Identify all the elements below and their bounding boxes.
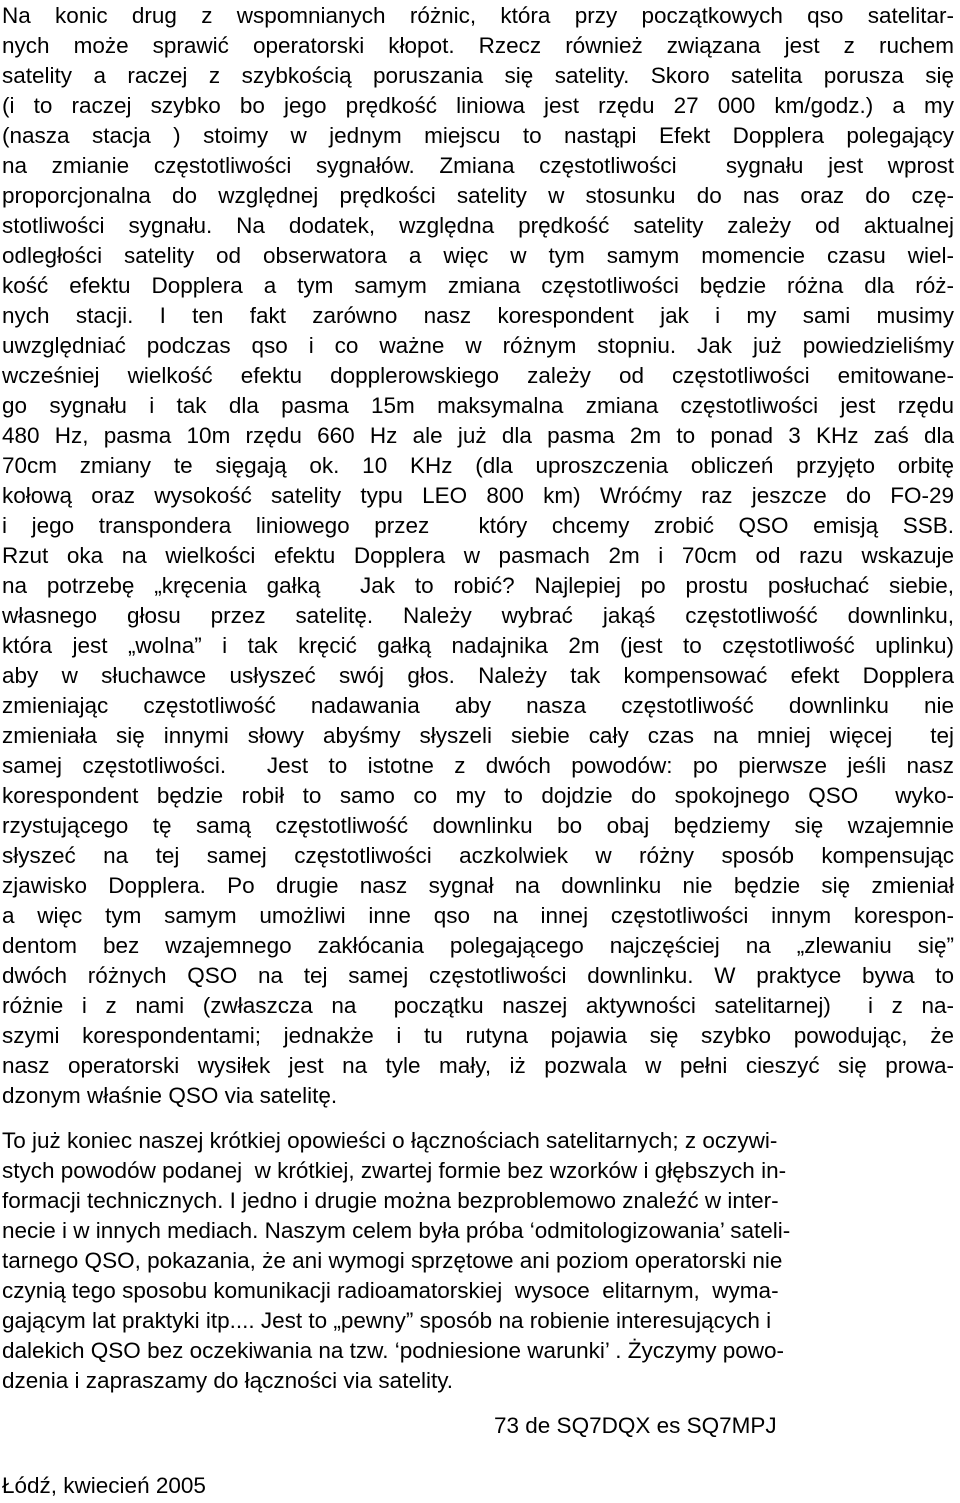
text-line: 70cm zmiany te sięgają ok. 10 KHz (dla uproszczenia obliczeń przyjęto orbitę	[2, 453, 954, 478]
text-line: korespondent będzie robił to samo co my to dojdzie do spokojnego QSO wyko-	[2, 783, 954, 808]
text-line: nych stacji. I ten fakt zarówno nasz korespondent jak i my sami musimy	[2, 303, 954, 328]
text-line: odległości satelity od obserwatora a więc w tym samym momencie czasu wiel-	[2, 243, 954, 268]
text-line: która jest „wolna” i tak kręcić gałką nadajnika 2m (jest to częstotliwość uplinku)	[2, 633, 954, 658]
text-line: proporcjonalna do względnej prędkości satelity w stosunku do nas oraz do czę-	[2, 183, 954, 208]
text-line: i jego transpondera liniowego przez który chcemy zrobić QSO emisją SSB.	[2, 513, 954, 538]
text-line: kołową oraz wysokość satelity typu LEO 800 km) Wróćmy raz jeszcze do FO-29	[2, 483, 954, 508]
place-date: Łódź, kwiecień 2005	[2, 1473, 206, 1498]
text-line: (i to raczej szybko bo jego prędkość liniowa jest rzędu 27 000 km/godz.) a my	[2, 93, 954, 118]
text-line: dzonym właśnie QSO via satelitę.	[2, 1083, 338, 1108]
text-line: rzystującego tę samą częstotliwość downlinku bo obaj będziemy się wzajemnie	[2, 813, 954, 838]
text-line: różnie i z nami (zwłaszcza na początku naszej aktywności satelitarnej) i z na-	[2, 993, 954, 1018]
text-line: własnego głosu przez satelitę. Należy wybrać jakąś częstotliwość downlinku,	[2, 603, 954, 628]
text-line: aby w słuchawce usłyszeć swój głos. Należy tak kompensować efekt Dopplera	[2, 663, 954, 688]
text-line: go sygnału i tak dla pasma 15m maksymalna zmiana częstotliwości jest rzędu	[2, 393, 954, 418]
text-line: na potrzebę „kręcenia gałką Jak to robić? Najlepiej po prostu posłuchać siebie,	[2, 573, 954, 598]
text-line: słyszeć na tej samej częstotliwości aczkolwiek w różny sposób kompensując	[2, 843, 954, 868]
text-line: nasz operatorski wysiłek jest na tyle mały, iż pozwala w pełni cieszyć się prowa-	[2, 1053, 954, 1078]
text-line: gającym lat praktyki itp.... Jest to „pewny” sposób na robienie interesujących i	[2, 1308, 772, 1333]
text-line: zmieniając częstotliwość nadawania aby nasza częstotliwość downlinku nie	[2, 693, 954, 718]
text-line: nych może sprawić operatorski kłopot. Rzecz również związana jest z ruchem	[2, 33, 954, 58]
text-line: Na konic drug z wspomnianych różnic, która przy początkowych qso satelitar-	[2, 3, 954, 28]
text-line: dwóch różnych QSO na tej samej częstotliwości downlinku. W praktyce bywa to	[2, 963, 954, 988]
signature: 73 de SQ7DQX es SQ7MPJ	[494, 1413, 777, 1438]
text-line: stotliwości sygnału. Na dodatek, względna prędkość satelity zależy od aktualnej	[2, 213, 954, 238]
text-line: czynią tego sposobu komunikacji radioamatorskiej wysoce elitarnym, wyma-	[2, 1278, 779, 1303]
text-line: samej częstotliwości. Jest to istotne z dwóch powodów: po pierwsze jeśli nasz	[2, 753, 954, 778]
text-line: necie i w innych mediach. Naszym celem była próba ‘odmitologizowania’ sateli-	[2, 1218, 791, 1243]
text-line: zmieniała się innymi słowy abyśmy słyszeli siebie cały czas na mniej więcej tej	[2, 723, 954, 748]
text-line: Rzut oka na wielkości efektu Dopplera w pasmach 2m i 70cm od razu wskazuje	[2, 543, 954, 568]
text-line: szymi korespondentami; jednakże i tu rutyna pojawia się szybko powodując, że	[2, 1023, 954, 1048]
text-line: kość efektu Dopplera a tym samym zmiana częstotliwości będzie różna dla róż-	[2, 273, 954, 298]
text-line: a więc tym samym umożliwi inne qso na innej częstotliwości innym korespon-	[2, 903, 954, 928]
text-line: satelity a raczej z szybkością poruszania się satelity. Skoro satelita porusza się	[2, 63, 954, 88]
text-line: stych powodów podanej w krótkiej, zwartej formie bez wzorków i głębszych in-	[2, 1158, 787, 1183]
text-line: dzenia i zapraszamy do łączności via satelity.	[2, 1368, 454, 1393]
text-line: wcześniej wielkość efektu dopplerowskiego zależy od częstotliwości emitowane-	[2, 363, 954, 388]
text-line: formacji technicznych. I jedno i drugie można bezproblemowo znaleźć w inter-	[2, 1188, 779, 1213]
text-line: 480 Hz, pasma 10m rzędu 660 Hz ale już dla pasma 2m to ponad 3 KHz zaś dla	[2, 423, 954, 448]
text-line: zjawisko Dopplera. Po drugie nasz sygnał na downlinku nie będzie się zmieniał	[2, 873, 954, 898]
text-line: tarnego QSO, pokazania, że ani wymogi sprzętowe ani poziom operatorski nie	[2, 1248, 783, 1273]
text-line: dalekich QSO bez oczekiwania na tzw. ‘podniesione warunki’ . Życzymy powo-	[2, 1338, 785, 1363]
text-line: (nasza stacja ) stoimy w jednym miejscu to nastąpi Efekt Dopplera polegający	[2, 123, 954, 148]
text-line: na zmianie częstotliwości sygnałów. Zmiana częstotliwości sygnału jest wprost	[2, 153, 954, 178]
text-line: dentom bez wzajemnego zakłócania polegającego najczęściej na „zlewaniu się”	[2, 933, 954, 958]
text-line: uwzględniać podczas qso i co ważne w różnym stopniu. Jak już powiedzieliśmy	[2, 333, 954, 358]
text-line: To już koniec naszej krótkiej opowieści o łącznościach satelitarnych; z oczywi-	[2, 1128, 778, 1153]
